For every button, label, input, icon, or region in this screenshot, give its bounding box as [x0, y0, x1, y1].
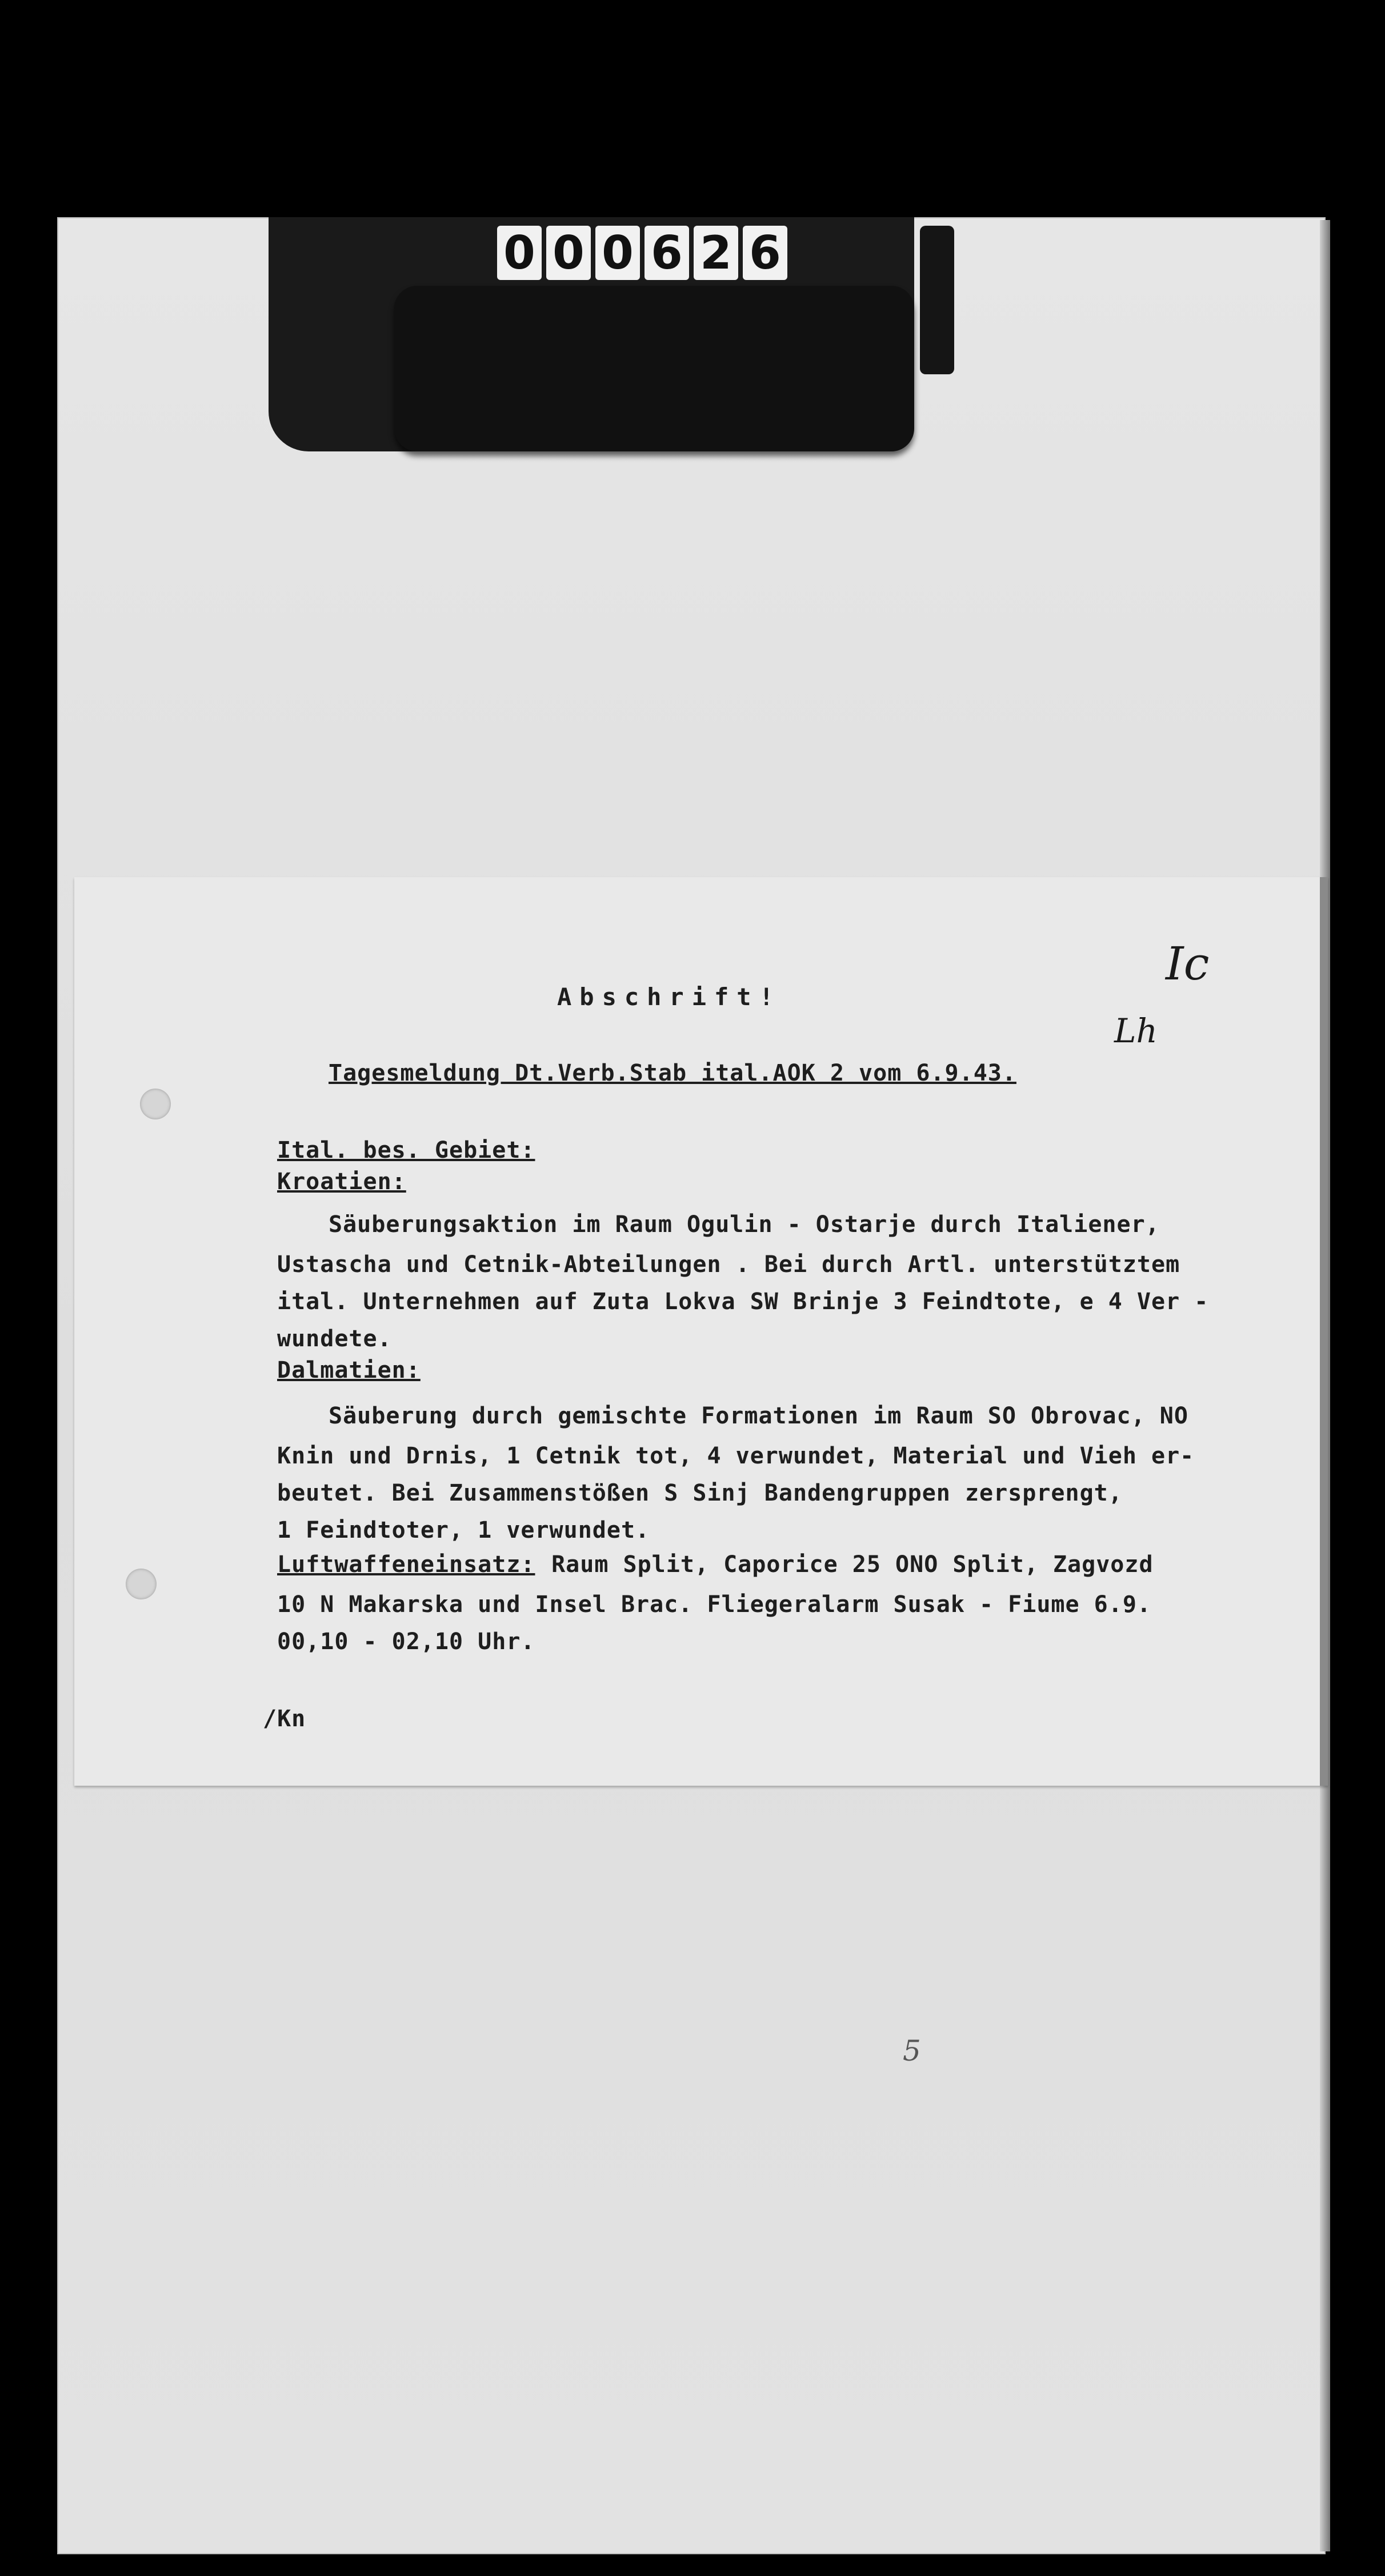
punch-hole [126, 1569, 157, 1599]
dalmatien-line: Knin und Drnis, 1 Cetnik tot, 4 verwundet, Material und Vieh er- [277, 1443, 1195, 1469]
document-footer-initials: /Kn [263, 1706, 306, 1732]
luftwaffe-line: 10 N Makarska und Insel Brac. Fliegeralarm Susak - Fiume 6.9. [277, 1591, 1152, 1618]
kroatien-line: Ustascha und Cetnik-Abteilungen . Bei durch Artl. unterstütztem [277, 1251, 1180, 1278]
kroatien-line: Säuberungsaktion im Raum Ogulin - Ostarje durch Italiener, [329, 1211, 1160, 1238]
kroatien-line: wundete. [277, 1326, 392, 1352]
counter-digit: 0 [595, 226, 640, 280]
section-heading-dalmatien: Dalmatien: [277, 1357, 421, 1383]
counter-digit: 0 [497, 226, 542, 280]
dalmatien-line: 1 Feindtoter, 1 verwundet. [277, 1517, 650, 1543]
frame-counter-handle [920, 226, 954, 374]
dalmatien-line: beutet. Bei Zusammenstößen S Sinj Bandengruppen zersprengt, [277, 1480, 1123, 1506]
section-heading-ital: Ital. bes. Gebiet: [277, 1137, 535, 1163]
dalmatien-line: Säuberung durch gemischte Formationen im Raum SO Obrovac, NO [329, 1403, 1188, 1429]
handwritten-margin-mark: 5 [903, 2034, 921, 2067]
document-title: Abschrift! [557, 983, 782, 1011]
counter-digit: 0 [546, 226, 591, 280]
luftwaffe-line: 00,10 - 02,10 Uhr. [277, 1629, 535, 1655]
handwritten-mark: Ic [1166, 937, 1210, 990]
document-subject: Tagesmeldung Dt.Verb.Stab ital.AOK 2 vom 6.9.43. [329, 1060, 1016, 1086]
counter-digit: 6 [645, 226, 689, 280]
punch-hole [140, 1089, 171, 1119]
counter-digit: 2 [694, 226, 738, 280]
section-heading-luftwaffe: Luftwaffeneinsatz: [277, 1551, 535, 1578]
frame-counter-display [497, 226, 787, 283]
kroatien-line: ital. Unternehmen auf Zuta Lokva SW Brinje 3 Feindtote, e 4 Ver - [277, 1289, 1209, 1315]
section-heading-kroatien: Kroatien: [277, 1169, 406, 1195]
luftwaffe-line: Raum Split, Caporice 25 ONO Split, Zagvozd [537, 1551, 1154, 1578]
counter-digit: 6 [743, 226, 787, 280]
frame-counter-bracket [394, 286, 914, 451]
handwritten-initials: Lh [1114, 1011, 1158, 1050]
